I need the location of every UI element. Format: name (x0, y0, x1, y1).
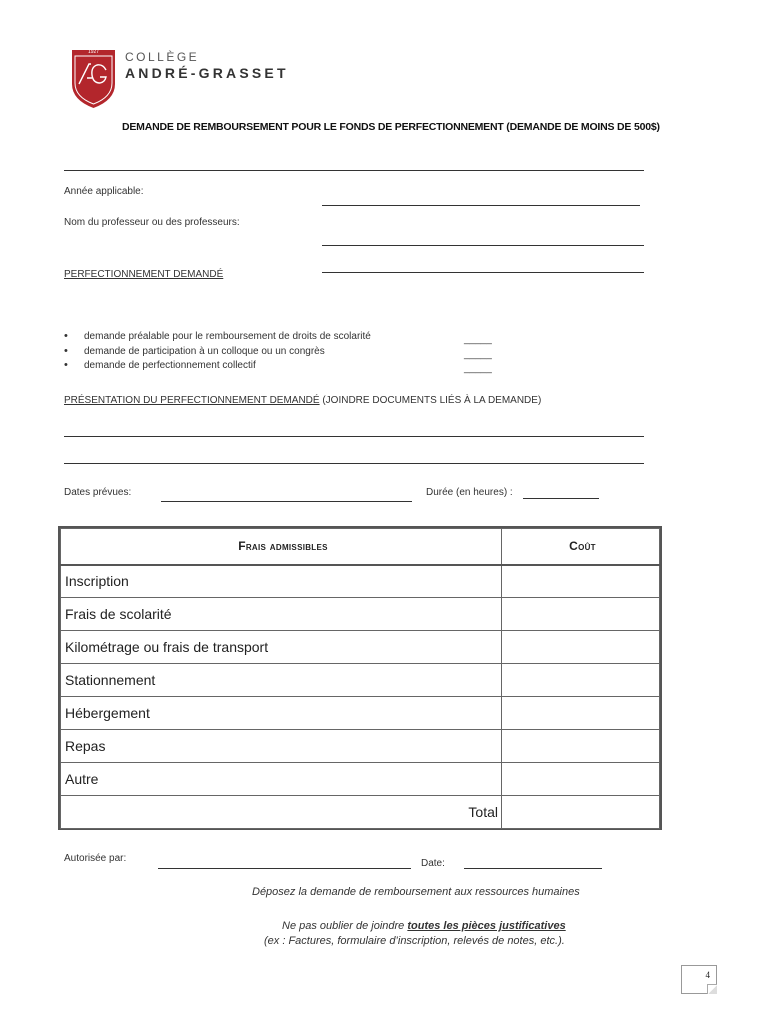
cost-cell[interactable] (502, 565, 660, 598)
table-row (61, 664, 660, 697)
duree-field[interactable] (523, 498, 599, 499)
table-row (61, 565, 660, 598)
dates-label: Dates prévues: (64, 487, 132, 498)
annee-label: Année applicable: (64, 186, 144, 197)
cost-cell[interactable] (502, 664, 660, 697)
fees-table (58, 526, 662, 830)
cost-cell[interactable] (502, 598, 660, 631)
footer-reminder (282, 920, 566, 932)
col-fees-header: Frais admissibles (61, 529, 502, 565)
header-divider (64, 170, 644, 171)
presentation-heading-note: (JOINDRE DOCUMENTS LIÉS À LA DEMANDE) (319, 395, 542, 406)
cost-cell[interactable] (502, 697, 660, 730)
col-cost-header: Coût (502, 529, 660, 565)
annee-field[interactable] (322, 205, 640, 206)
list-item: • demande de participation à un colloque ou un congrès (64, 346, 371, 361)
table-header-row (61, 529, 660, 565)
table-row (61, 598, 660, 631)
dates-field[interactable] (161, 501, 412, 502)
autorisee-field[interactable] (158, 868, 411, 869)
option-checkbox-blanks[interactable] (464, 333, 492, 377)
option-blank[interactable]: _____ (464, 348, 492, 360)
option-blank[interactable]: _____ (464, 363, 492, 374)
fee-label: Hébergement (61, 697, 502, 730)
professeurs-field-2[interactable] (322, 272, 644, 273)
presentation-field-1[interactable] (64, 436, 644, 437)
duree-label: Durée (en heures) : (426, 487, 513, 498)
cost-cell[interactable] (502, 763, 660, 796)
table-row (61, 697, 660, 730)
presentation-field-2[interactable] (64, 463, 644, 464)
footer-reminder-emphasis: toutes les pièces justificatives (407, 920, 566, 932)
fee-label: Autre (61, 763, 502, 796)
fee-label: Repas (61, 730, 502, 763)
logo-year: 1927 (87, 49, 100, 55)
options-list (64, 331, 371, 375)
total-cost-cell[interactable] (502, 796, 660, 829)
list-item: • demande de perfectionnement collectif (64, 360, 371, 375)
option-blank[interactable]: _____ (464, 334, 492, 345)
logo-college-name: ANDRÉ-GRASSET (125, 65, 289, 81)
total-label: Total (61, 796, 502, 829)
fee-label: Frais de scolarité (61, 598, 502, 631)
total-row (61, 796, 660, 829)
table-row (61, 730, 660, 763)
college-logo-icon (70, 48, 117, 110)
date-field[interactable] (464, 868, 602, 869)
table-row (61, 631, 660, 664)
fee-label: Stationnement (61, 664, 502, 697)
document-title: DEMANDE DE REMBOURSEMENT POUR LE FONDS DE PERFECTIONNEMENT (DEMANDE DE MOINS DE 500$) (122, 121, 660, 133)
fee-label: Kilométrage ou frais de transport (61, 631, 502, 664)
presentation-heading-main: PRÉSENTATION DU PERFECTIONNEMENT DEMANDÉ (64, 395, 320, 406)
list-item: • demande préalable pour le remboursement de droits de scolarité (64, 331, 371, 346)
fee-label: Inscription (61, 565, 502, 598)
professeurs-field-1[interactable] (322, 245, 644, 246)
page-number: 4 (705, 970, 710, 980)
presentation-heading (64, 395, 541, 406)
page-fold-icon (707, 984, 717, 994)
perfectionnement-heading: PERFECTIONNEMENT DEMANDÉ (64, 269, 224, 280)
cost-cell[interactable] (502, 631, 660, 664)
autorisee-label: Autorisée par: (64, 853, 127, 864)
logo-college-label: COLLÈGE (125, 50, 200, 64)
date-label: Date: (421, 858, 445, 869)
cost-cell[interactable] (502, 730, 660, 763)
footer-examples: (ex : Factures, formulaire d’inscription, relevés de notes, etc.). (264, 935, 565, 947)
footer-instruction: Déposez la demande de remboursement aux ressources humaines (252, 886, 580, 898)
table-row (61, 763, 660, 796)
page-number-box (681, 965, 717, 994)
professeurs-label: Nom du professeur ou des professeurs: (64, 217, 240, 228)
footer-reminder-prefix: Ne pas oublier de joindre (282, 920, 408, 932)
